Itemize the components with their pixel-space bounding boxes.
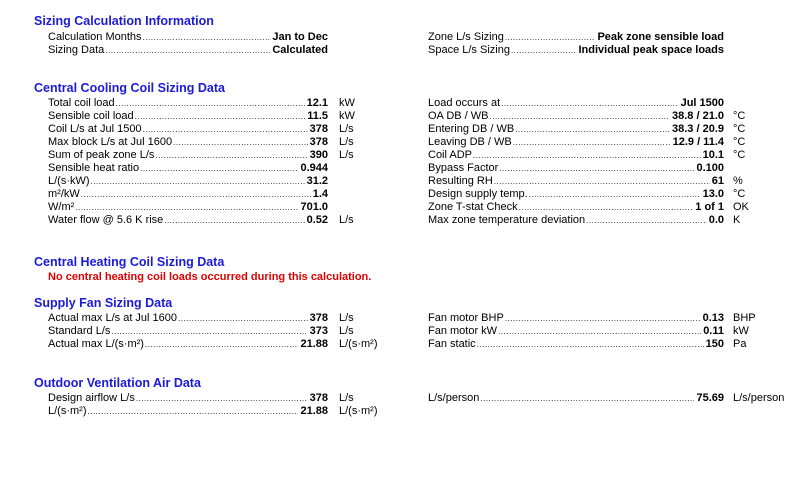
row-value: 21.88 bbox=[300, 338, 328, 350]
row-unit: L/s bbox=[339, 325, 354, 337]
row-label: Standard L/s bbox=[48, 325, 111, 337]
row-value: 150 bbox=[705, 338, 724, 350]
row-unit: kW bbox=[339, 97, 355, 109]
row-label: Max block L/s at Jul 1600 bbox=[48, 136, 173, 148]
row-unit: kW bbox=[733, 325, 749, 337]
row-label: Actual max L/(s·m²) bbox=[48, 338, 144, 350]
row-unit: L/s bbox=[339, 136, 354, 148]
row-unit: L/(s·m²) bbox=[339, 338, 378, 350]
row-unit: % bbox=[733, 175, 743, 187]
row-unit: BHP bbox=[733, 312, 756, 324]
row-label: Calculation Months bbox=[48, 31, 142, 43]
row-value: 373 bbox=[309, 325, 328, 337]
heating-message: No central heating coil loads occurred during this calculation. bbox=[48, 271, 372, 283]
row-label: Sensible heat ratio bbox=[48, 162, 140, 174]
row-label: Zone L/s Sizing bbox=[428, 31, 504, 43]
row-unit: °C bbox=[733, 136, 746, 148]
row-label: L/(s·m²) bbox=[48, 405, 87, 417]
cooling-left-row bbox=[48, 175, 328, 188]
cooling-right-row bbox=[428, 149, 724, 162]
fan-right-row bbox=[428, 312, 724, 325]
row-unit: °C bbox=[733, 188, 746, 200]
row-value: 13.0 bbox=[702, 188, 724, 200]
fan-left-row bbox=[48, 325, 328, 338]
row-unit: °C bbox=[733, 149, 746, 161]
row-label: Coil L/s at Jul 1500 bbox=[48, 123, 142, 135]
row-label: W/m² bbox=[48, 201, 75, 213]
row-unit: °C bbox=[733, 123, 746, 135]
row-value: 11.5 bbox=[307, 110, 328, 122]
ventilation-right-row bbox=[428, 392, 724, 405]
row-value: Individual peak space loads bbox=[578, 44, 724, 56]
cooling-right-row bbox=[428, 97, 724, 110]
cooling-right-row bbox=[428, 188, 724, 201]
row-value: 0.11 bbox=[703, 325, 724, 337]
row-label: Space L/s Sizing bbox=[428, 44, 510, 56]
row-label: OA DB / WB bbox=[428, 110, 489, 122]
cooling-right-row bbox=[428, 123, 724, 136]
row-value: 31.2 bbox=[306, 175, 328, 187]
row-unit: K bbox=[733, 214, 741, 226]
sizing-row-calc-months bbox=[48, 31, 328, 44]
row-value: Jan to Dec bbox=[272, 31, 328, 43]
row-value: 378 bbox=[309, 136, 328, 148]
cooling-left-row bbox=[48, 97, 328, 110]
cooling-right-row bbox=[428, 214, 724, 227]
row-value: 378 bbox=[309, 312, 328, 324]
row-label: Actual max L/s at Jul 1600 bbox=[48, 312, 178, 324]
row-unit: L/s bbox=[339, 214, 354, 226]
row-unit: kW bbox=[339, 110, 355, 122]
cooling-right-row bbox=[428, 136, 724, 149]
row-label: m²/kW bbox=[48, 188, 80, 200]
row-label: Leaving DB / WB bbox=[428, 136, 512, 148]
row-value: 21.88 bbox=[300, 405, 328, 417]
ventilation-left-row bbox=[48, 392, 328, 405]
row-label: Resulting RH bbox=[428, 175, 493, 187]
row-label: Fan motor kW bbox=[428, 325, 498, 337]
sizing-row-zone-ls bbox=[428, 31, 724, 44]
row-value: Calculated bbox=[272, 44, 328, 56]
row-value: 12.1 bbox=[306, 97, 328, 109]
row-value: Peak zone sensible load bbox=[597, 31, 724, 43]
row-value: 0.0 bbox=[708, 214, 724, 226]
row-value: 378 bbox=[309, 392, 328, 404]
row-unit: °C bbox=[733, 110, 746, 122]
row-value: 0.100 bbox=[696, 162, 724, 174]
cooling-right-row bbox=[428, 201, 724, 214]
row-label: Design supply temp. bbox=[428, 188, 528, 200]
row-value: 390 bbox=[309, 149, 328, 161]
row-value: 0.13 bbox=[702, 312, 724, 324]
row-label: Water flow @ 5.6 K rise bbox=[48, 214, 164, 226]
cooling-left-row bbox=[48, 162, 328, 175]
row-unit: L/s bbox=[339, 312, 354, 324]
row-unit: L/s bbox=[339, 123, 354, 135]
heating-heading: Central Heating Coil Sizing Data bbox=[34, 255, 225, 269]
row-value: 12.9 / 11.4 bbox=[672, 136, 724, 148]
row-label: Coil ADP bbox=[428, 149, 473, 161]
row-label: Bypass Factor bbox=[428, 162, 499, 174]
ventilation-heading: Outdoor Ventilation Air Data bbox=[34, 376, 201, 390]
row-label: Max zone temperature deviation bbox=[428, 214, 586, 226]
cooling-heading: Central Cooling Coil Sizing Data bbox=[34, 81, 225, 95]
cooling-right-row bbox=[428, 110, 724, 123]
row-label: Sensible coil load bbox=[48, 110, 134, 122]
row-label: Sum of peak zone L/s bbox=[48, 149, 155, 161]
fan-right-row bbox=[428, 338, 724, 351]
row-value: 1 of 1 bbox=[695, 201, 724, 213]
ventilation-left-row bbox=[48, 405, 328, 418]
cooling-left-row bbox=[48, 188, 328, 201]
row-unit: OK bbox=[733, 201, 749, 213]
row-label: Load occurs at bbox=[428, 97, 501, 109]
row-label: L/s/person bbox=[428, 392, 480, 404]
cooling-right-row bbox=[428, 175, 724, 188]
row-label: Design airflow L/s bbox=[48, 392, 135, 404]
row-label: Fan motor BHP bbox=[428, 312, 504, 324]
sizing-row-space-ls bbox=[428, 44, 724, 57]
row-unit: L/s/person bbox=[733, 392, 785, 404]
cooling-left-row bbox=[48, 201, 328, 214]
cooling-left-row bbox=[48, 214, 328, 227]
cooling-left-row bbox=[48, 136, 328, 149]
fan-left-row bbox=[48, 338, 328, 351]
row-unit: L/(s·m²) bbox=[339, 405, 378, 417]
cooling-right-row bbox=[428, 162, 724, 175]
row-value: 75.69 bbox=[696, 392, 724, 404]
sizing-row-sizing-data bbox=[48, 44, 328, 57]
row-label: Total coil load bbox=[48, 97, 115, 109]
row-label: Zone T-stat Check bbox=[428, 201, 518, 213]
sizing-info-heading: Sizing Calculation Information bbox=[34, 14, 214, 28]
row-value: 10.1 bbox=[702, 149, 724, 161]
row-value: 0.944 bbox=[300, 162, 328, 174]
row-value: 1.4 bbox=[312, 188, 328, 200]
row-label: Entering DB / WB bbox=[428, 123, 515, 135]
cooling-left-row bbox=[48, 110, 328, 123]
row-value: 378 bbox=[309, 123, 328, 135]
row-value: Jul 1500 bbox=[680, 97, 724, 109]
row-unit: L/s bbox=[339, 149, 354, 161]
fan-heading: Supply Fan Sizing Data bbox=[34, 296, 173, 310]
row-unit: L/s bbox=[339, 392, 354, 404]
row-value: 0.52 bbox=[306, 214, 328, 226]
cooling-left-row bbox=[48, 123, 328, 136]
cooling-left-row bbox=[48, 149, 328, 162]
row-value: 38.8 / 21.0 bbox=[672, 110, 724, 122]
row-value: 701.0 bbox=[300, 201, 328, 213]
row-value: 61 bbox=[711, 175, 724, 187]
row-label: Sizing Data bbox=[48, 44, 105, 56]
row-label: L/(s·kW) bbox=[48, 175, 90, 187]
fan-left-row bbox=[48, 312, 328, 325]
row-value: 38.3 / 20.9 bbox=[672, 123, 724, 135]
row-label: Fan static bbox=[428, 338, 476, 350]
fan-right-row bbox=[428, 325, 724, 338]
row-unit: Pa bbox=[733, 338, 747, 350]
